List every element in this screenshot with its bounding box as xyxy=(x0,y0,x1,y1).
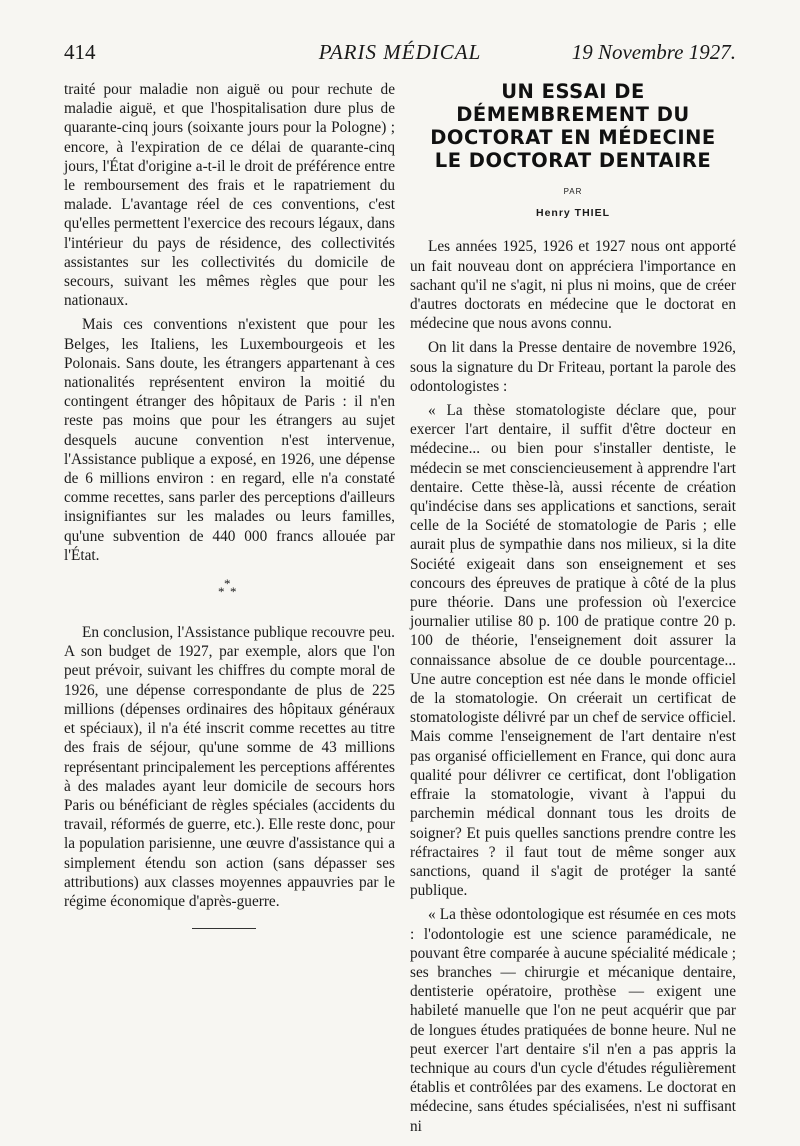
right-column xyxy=(410,80,736,1141)
asterisk: * xyxy=(224,576,231,592)
byline-par: PAR xyxy=(563,187,583,196)
asterism-separator xyxy=(64,575,395,609)
article-paragraph-1: Les années 1925, 1926 et 1927 nous ont apporté un fait nouveau dont on appréciera l'importance en sachant qu'il ne s'agit, ni plus ni moins, que de créer d'autres doctorats en médecine que le doctorat en médecine que nous avons connu. xyxy=(410,238,736,333)
page-number: 414 xyxy=(64,40,96,64)
issue-date: 19 Novembre 1927. xyxy=(571,40,736,64)
title-line: DOCTORAT EN MÉDECINE xyxy=(430,126,716,149)
author-name: Henry THIEL xyxy=(535,207,610,220)
title-line: DÉMEMBREMENT DU xyxy=(456,103,690,126)
running-header xyxy=(64,40,736,74)
left-paragraph-1: traité pour maladie non aiguë ou pour rechute de maladie aiguë, et que l'hospitalisation dure plus de quarante-cinq jours (soixante jours pour la Pologne) ; encore, à l'expiration de ce délai de quarante-cinq jours, l'État d'origine a-t-il le droit de préférence entre le remboursement des frais et le rapatriement du malade. L'avantage réel de ces conventions, c'est qu'elles permettent l'exercice des recours légaux, dans l'intérieur du pays de résidence, des collectivités assistantes sur les collectivités du domicile de secours, suivant les mêmes règles que pour les nationaux. xyxy=(64,81,395,310)
asterisk: * xyxy=(218,584,225,600)
left-paragraph-3: En conclusion, l'Assistance publique recouvre peu. A son budget de 1927, par exemple, alors que l'on peut prévoir, suivant les chiffres du compte moral de 1926, une dépense correspondante de plus de 225 millions (dépenses ordinaires des hôpitaux généraux et spéciaux), il n'a été inscrit comme recettes au titre des frais de séjour, qu'une somme de 43 millions représentant principalement les perceptions afférentes à des malades ayant leur domicile de secours hors Paris ou bénéficiant de règles spéciales (accidents du travail, réformés de guerre, etc.). Elle reste donc, pour la population parisienne, une œuvre d'assistance qui a simplement étendu son action (sans dépasser ses attributions) aux classes moyennes appauvries par le régime économique d'après-guerre. xyxy=(64,624,395,910)
left-paragraph-2: Mais ces conventions n'existent que pour les Belges, les Italiens, les Luxembourgeois et les Polonais. Sans doute, les étrangers appartenant à ces nationalités représentent environ la moitié du contingent étranger des hôpitaux de Paris : il n'en reste pas moins que pour les étrangers au sujet desquels aucune convention n'est intervenue, l'Assistance publique a exposé, en 1926, une dépense de 6 millions environ : en regard, elle n'a constaté comme recettes, sans parler des perceptions d'ailleurs insignifiantes sur les malades ou leurs familles, qu'une subvention de 440 000 francs allouée par l'État. xyxy=(64,316,395,564)
section-end-rule xyxy=(192,928,256,929)
title-line: UN ESSAI DE xyxy=(501,80,645,103)
title-line: LE DOCTORAT DENTAIRE xyxy=(434,149,712,172)
journal-title: PARIS MÉDICAL xyxy=(318,40,482,64)
article-paragraph-4: « La thèse odontologique est résumée en ces mots : l'odontologie est une science paramédicale, ne pouvant être comparée à aucune spécialité médicale ; ses branches — chirurgie et mécanique dentaire, dentisterie opératoire, prothèse — exigent une habileté manuelle que l'on ne peut acquérir que par de longues études pratiquées de bonne heure. Nul ne peut exercer l'art dentaire s'il n'en a pas appris la technique au cours d'un cycle d'études régulièrement établis et contrôlées par des examens. Le doctorat en médecine, sans études spécialisées, n'est ni suffisant ni xyxy=(410,906,736,1135)
article-title xyxy=(410,80,736,223)
article-paragraph-3: « La thèse stomatologiste déclare que, pour exercer l'art dentaire, il suffit d'être docteur en médecine... ou bien pour s'installer dentiste, le médecin se met consciencieusement à apprendre l'art dentaire. Cette thèse-là, aussi récente de création qu'indécise dans ses applications et sanctions, serait celle de la Société de stomatologie de Paris ; elle aurait plus de sympathie dans nos milieux, si la dite Société exigeait dans son enseignement et ses concours des épreuves de pratique à côté de la plus pure théorie. Dans une profession où l'exercice journalier utilise 80 p. 100 de pratique contre 20 p. 100 de théorie, l'enseignement doit assurer la connaissance absolue de ce double pourcentage... Une autre conception est née dans le monde officiel de la stomatologie. On créerait un certificat de stomatologiste délivré par un chef de service officiel. Mais comme l'enseignement de l'art dentaire n'est pas organisé officiellement en France, qui donc aura qualité pour délivrer ce certificat, dont l'obligation effraie la stomatologie, vivant à l'appui du parchemin médical donnant tous les droits de soigner? Et puis quelles sanctions prendre contre les réfractaires ? il faut tout de même songer aux sanctions, quand il s'agit de protéger la santé publique. xyxy=(410,402,736,900)
article-paragraph-2: On lit dans la Presse dentaire de novembre 1926, sous la signature du Dr Friteau, portant la parole des odontologistes : xyxy=(410,339,736,395)
left-column xyxy=(64,80,395,916)
asterisk: * xyxy=(230,584,237,600)
